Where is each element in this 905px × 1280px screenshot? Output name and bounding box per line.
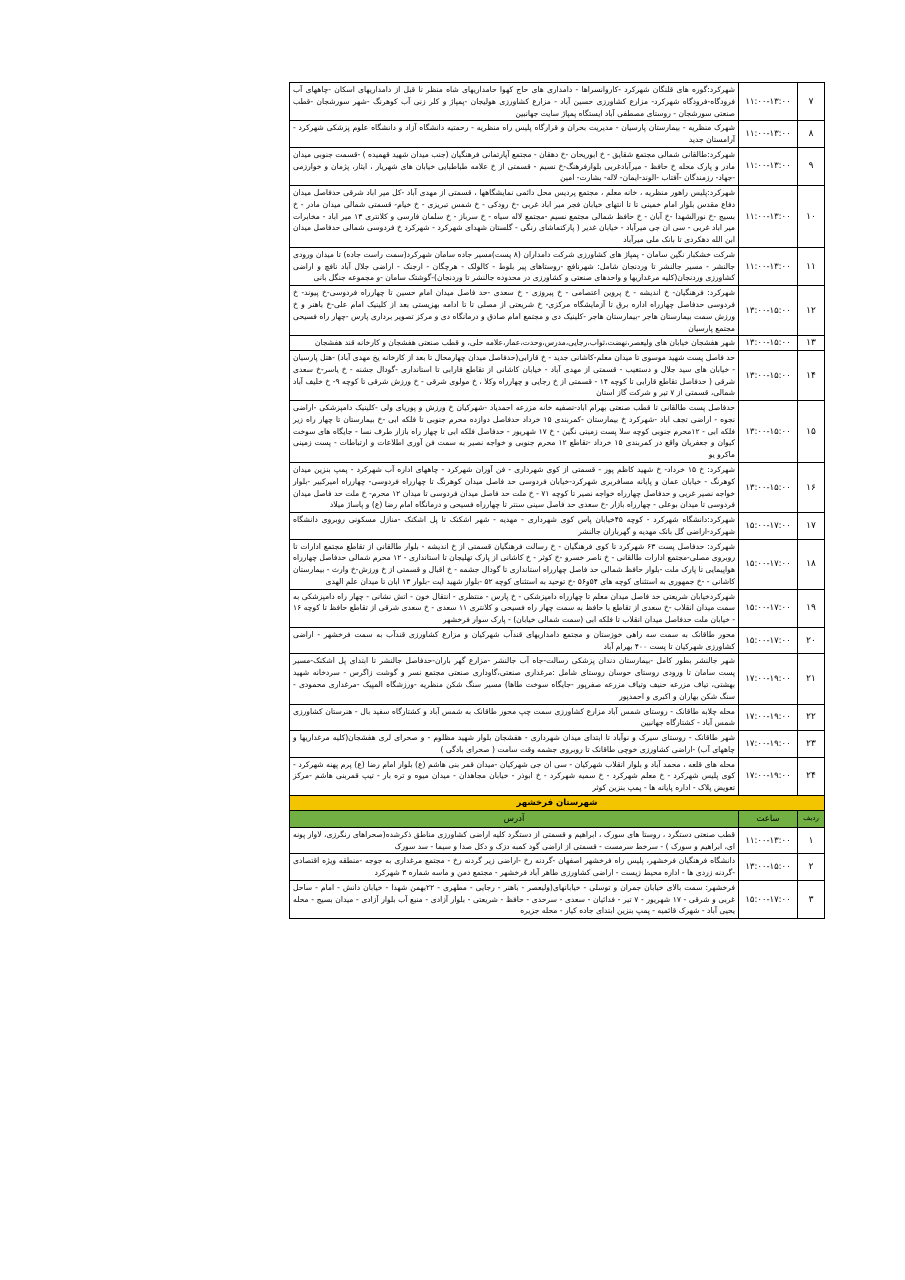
time-range: ۱۵:۰۰-۱۷:۰۰ <box>739 539 798 589</box>
area-description: شهرکردخیابان شریعتی حد فاصل میدان معلم تا چهارراه دامپزشکی - خ پارس - منتظری - انتقال خون - اتش نشانی - چهار راه دامپزشکی به سمت میدان انقلاب -خ سعدی از تقاطع با حافظ به سمت چهار راه فسیحی و کلانتری ۱۱ سعدی - خ سعدی شرقی از تقاطع حافظ تا کوچه ۱۶ - خیابان ملت حدفاصل میدان انقلاب تا فلکه ابی (سمت شمالی خیابان) - پارک سوار فرخشهر <box>290 589 739 627</box>
time-range: ۱۱:۰۰-۱۳:۰۰ <box>739 827 798 854</box>
outage-schedule-table <box>289 82 825 919</box>
time-range: ۱۵:۰۰-۱۷:۰۰ <box>739 880 798 918</box>
area-description: شهرک منظریه - بیمارستان پارسیان - مدیریت بحران و قرارگاه پلیس راه منظریه - رحمتیه دانشگاه آزاد و دانشگاه علوم پزشکی شهرکرد - آرامستان جدید <box>290 121 739 148</box>
section2-title-row <box>290 795 825 810</box>
header-num: ردیف <box>798 810 825 827</box>
row-number: ۲ <box>798 854 825 881</box>
time-range: ۱۳:۰۰-۱۵:۰۰ <box>739 351 798 401</box>
row-number: ۹ <box>798 147 825 185</box>
row-number: ۱۰ <box>798 186 825 248</box>
time-range: ۱۱:۰۰-۱۳:۰۰ <box>739 147 798 185</box>
time-range: ۱۷:۰۰-۱۹:۰۰ <box>739 654 798 704</box>
table-row <box>290 880 825 918</box>
area-description: شهرکرد: خ ۱۵ خرداد- خ شهید کاظم پور - قسمتی از کوی شهرداری - فن آوران شهرکرد - چاههای اداره آب شهرکرد - پمپ بنزین میدان کوهرنگ - خیابان عمان و پایانه مسافربری شهرکرد-خیابان فردوسی حد فاصل میدان کوهرنگ تا چهارراه فردوسی- چهارراه امیرکبیر -بلوار خواجه نصیر غربی و حدفاصل چهارراه خواجه نصیر تا کوچه ۷۱ - خ ملت حد فاصل میدان فردوسی تا میدان ۱۲ محرم- خ ملت حد فاصل میدان فردوسی تا میدان بوعلی - چهارراه بازار -خ سعدی حد فاصل سینی سنتر تا چهارراه فسیحی و درمانگاه امام رضا (ع) و پاساژ میلاد <box>290 462 739 512</box>
table-row <box>290 147 825 185</box>
area-description: محور طاقانک به سمت سه راهی خوزستان و مجتمع دامداریهای قندآب شهرکیان و مزارع کشاورزی قندآب به سمت فرخشهر - اراضی کشاورزی شهرکیان تا پست ۴۰۰ بهرام آباد <box>290 627 739 654</box>
header-area: آدرس <box>290 810 739 827</box>
table-row <box>290 247 825 285</box>
area-description: شهرکرد:گوره های قلنگان شهرکرد -کاروانسراها - دامداری های حاج کهوا حامداریهای شاه منظر تا قبل از دامداریهای اسکان -چاههای آب فرودگاه-فرودگاه شهرکرد- مزارع کشاورزی حسین آباد - مزارع کشاورزی هولیجان -پمپاژ و کلر زنی آب کوهرنگ -شهر سورشجان -قطب صنعتی سورشجان - روستای مصطفی آباد ایستگاه پمپاژ سایت جهانبین <box>290 83 739 121</box>
area-description: حدفاصل پست طالقانی تا قطب صنعتی بهرام اباد-تصفیه خانه مزرعه احمدیاد -شهرکیان خ ورزش و پوریای ولی -کلینیک دامپزشکی -اراضی نجوه - اراضی تجف اباد -شهرکرد خ بیمارستان -کمربندی ۱۵ خرداد حدفاصل دوازده محرم جنوبی تا فلکه ابی -خ بیمارستان تا چهار راه زیر فلکه ابی - ۱۲محرم جنوبی کوچه سلا پست زمینی نگین - خ ۱۷ شهریور - حدفاصل فلکه ابی تا چهار راه بازار طرف نسا - جایگاه های سوخت کیوان و جعفریان واقع در کمربندی ۱۵ خرداد -تقاطع ۱۲ محرم جنوبی و خواجه نصیر به سمت فن آوری اطلاعات و ارتباطات - پست زمینی ماکرو یو <box>290 401 739 463</box>
row-number: ۲۳ <box>798 731 825 758</box>
row-number: ۲۱ <box>798 654 825 704</box>
table-row <box>290 757 825 795</box>
table-row <box>290 336 825 351</box>
section2-column-headers <box>290 810 825 827</box>
area-description: فرخشهر: سمت بالای خیابان جمران و توسلی - خیابانهای(ولیعصر - باهنر - رجایی - مطهری - ۲۲بهمن شهدا - خیابان دانش - امام - ساحل غربی و شرقی - ۱۷ شهریور - ۷ تیر - فدائیان - سعدی - سرحدی - حافظ - شریعتی - بلوار آزادی - منبع آب بلوار آزادی - میدان بسیج - محله یحیی آباد - شهرک قائمیه - پمپ بنزین ابتدای جاده کیار - محله جزیره <box>290 880 739 918</box>
table-row <box>290 351 825 401</box>
row-number: ۱۱ <box>798 247 825 285</box>
row-number: ۲۰ <box>798 627 825 654</box>
time-range: ۱۷:۰۰-۱۹:۰۰ <box>739 704 798 731</box>
row-number: ۱۹ <box>798 589 825 627</box>
area-description: قطب صنعتی دستگرد ، روستا های سورک ، ابراهیم و قسمتی از دستگرد کلیه اراضی کشاورزی مناطق ذکرشده(صحراهای رنگرزی، لاوار پونه ای، ابراهیم و سورک ) - سرخط سرمست - قسمتی از اراضی گود کمبه دزک و دکل صدا و سیما - سد سورک <box>290 827 739 854</box>
row-number: ۱۲ <box>798 286 825 336</box>
table-row <box>290 513 825 540</box>
table-row <box>290 704 825 731</box>
row-number: ۳ <box>798 880 825 918</box>
area-description: شرکت خشکبار نگین سامان - پمپاژ های کشاورزی شرکت دامداران (۸ پست)مسیر جاده سامان شهرکرد(سمت راست جاده) تا میدان ورودی جالنشر - مسیر جالنشر تا وردنجان شامل: شهرنافچ -روستاهای پیر بلوط - کالولک - هرچگان - ارجنک - اراضی جلال آباد نافچ و اراضی کشاورزی وردنجان(کلیه مرغداریها و واحدهای صنعتی و کشاورزی در محدوده جالنشر تا وردنجان)-گوشتک سامان -و مجموعه جنگل بانی <box>290 247 739 285</box>
table1-body <box>290 83 825 796</box>
table-row <box>290 186 825 248</box>
area-description: شهرکرد:پلیس راهور منظریه ، خانه معلم ، مجتمع پردیس محل دائمی نمایشگاهها ، قسمتی از مهدی آباد -کل میر اباد شرقی حدفاصل میدان دفاع مقدس بلوار امام خمینی تا تا انتهای خیابان فجر میر اباد غربی -خ رودکی - خ شمس تبریزی - خ خیام- قسمتی شمالی میدان مادر - خ بسیج -خ نورالشهدا -خ آبان - خ حافظ شمالی مجتمع نسیم -مجتمع لاله سیاه - خ سرباز - خ سلمان فارسی و کلانتری ۱۳ میر اباد - مخابرات میر اباد غربی - سی ان جی میرآباد - خیابان غدیر ( پارکتماشای رنگی - گلستان شهدای شهرکرد - شهرکرد خ فردوسی شمالی حدفاصل میدان ابن الله دهکردی تا بانک ملی میرآباد <box>290 186 739 248</box>
area-description: شهرکرد: فرهنگیان- خ اندیشه - خ پروین اعتصامی - خ پیروزی - خ سعدی -حد فاصل میدان امام حسین تا چهارراه فردوسی-خ پیوند- خ فردوسی حدفاصل چهارراه اداره برق تا آزمایشگاه مرکزی- خ شریعتی از مصلی تا تا ادامه بهزیستی بعد از کلینیک امام علی-خ باهنر و خ ورزش سمت بیمارستان هاجر -بیمارستان هاجر -کلینیک دی و مجتمع امام صادق و درمانگاه دی و مرکز تصویر برداری پارس -چهار راه فسیحی مجتمع پارسیان <box>290 286 739 336</box>
table-row <box>290 462 825 512</box>
area-description: محله های قلعه ، محمد آباد و بلوار انقلاب شهرکیان - سی ان جی شهرکیان -میدان قمر بنی هاشم (ع) بلوار امام رضا (ع) پرم پهنه شهرکرد - کوی پلیس شهرکرد - خ معلم شهرکرد - خ سمیه شهرکرد - خ ابوذر - خیابان مجاهدان - میدان میوه و تره بار - تیپ قمربنی هاشم -مرکز تعویض پلاک - اداره پایانه ها - پمپ بنزین کوثر <box>290 757 739 795</box>
table-row <box>290 627 825 654</box>
area-description: حد فاصل پست شهید موسوی تا میدان معلم-کاشانی جدید - خ قارابی(حدفاصل میدان چهارمحال تا بعد از کارخانه یخ مهدی آباد) -هتل پارسیان - خیابان های سید جلال و دستغیب - قسمتی از مهدی آباد - خیابان کاشانی از تقاطع قارابی تا استانداری -گودال جشنه - خ یاسر-خ سعدی شرقی ( حدفاصل تقاطع قارابی تا کوچه ۱۴ - قسمتی از خ رجایی و چهارراه وکلا ، خ مولوی شرقی - خ ورزش شرقی تا کوچه ۹- خ خلیف آباد شمالی، قسمتی از ۷ تیر و شرکت گاز استان <box>290 351 739 401</box>
table-row <box>290 654 825 704</box>
section2-header <box>290 795 825 827</box>
row-number: ۱۶ <box>798 462 825 512</box>
table2-body <box>290 827 825 918</box>
area-description: دانشگاه فرهنگیان فرخشهر، پلیس راه فرخشهر اصفهان -گردنه رخ -اراضی زیر گردنه رخ - مجتمع مرغداری به جوجه -منطقه ویژه اقتصادی -گردنه زردی ها - اداره محیط زیست - اراضی کشاورزی طاهر آباد فرخشهر - مجتمع دمن و ماسه شماره ۳ شهرکرد <box>290 854 739 881</box>
time-range: ۱۵:۰۰-۱۷:۰۰ <box>739 627 798 654</box>
time-range: ۱۳:۰۰-۱۵:۰۰ <box>739 286 798 336</box>
row-number: ۱۴ <box>798 351 825 401</box>
table-row <box>290 121 825 148</box>
row-number: ۱۵ <box>798 401 825 463</box>
time-range: ۱۵:۰۰-۱۷:۰۰ <box>739 513 798 540</box>
time-range: ۱۵:۰۰-۱۷:۰۰ <box>739 589 798 627</box>
row-number: ۱۳ <box>798 336 825 351</box>
area-description: شهر هفشجان خیابان های ولیعصر،نهضت،ثواب،رجایی،مدرس،وحدت،عمار،علامه حلی، و قطب صنعتی هفشجان و کارخانه قند هفشجان <box>290 336 739 351</box>
time-range: ۱۳:۰۰-۱۵:۰۰ <box>739 401 798 463</box>
row-number: ۱۸ <box>798 539 825 589</box>
time-range: ۱۱:۰۰-۱۳:۰۰ <box>739 83 798 121</box>
area-description: محله چلابه طاقانک - روستای شمس آباد مزارع کشاورزی سمت چپ محور طاقانک به شمس آباد و کشتارگاه سفید بال - هنرستان کشاورزی شمس آباد - کشتارگاه جهانبین <box>290 704 739 731</box>
time-range: ۱۱:۰۰-۱۳:۰۰ <box>739 247 798 285</box>
row-number: ۸ <box>798 121 825 148</box>
time-range: ۱۳:۰۰-۱۵:۰۰ <box>739 854 798 881</box>
area-description: شهرکرد:دانشگاه شهرکرد - کوچه ۴۵خیابان پاس کوی شهرداری - مهدیه - شهر اشکنک تا پل اشکنک -منازل مسکونی روبروی دانشگاه شهرکرد-اراضی گل بانک مهدیه و گهرباران جالنشر <box>290 513 739 540</box>
time-range: ۱۱:۰۰-۱۳:۰۰ <box>739 121 798 148</box>
area-description: شهر طاقانک - روستای سیرک و نوآباد تا ابتدای میدان شهرداری - هفشجان بلوار شهید مظلوم - و صحرای لری هفشجان(کلیه مرغداریها و چاههای آب) -اراضی کشاورزی خوچی طاقانک تا روبروی جشمه وقت سامت ( صحرای بادگی ) <box>290 731 739 758</box>
time-range: ۱۱:۰۰-۱۳:۰۰ <box>739 186 798 248</box>
time-range: ۱۷:۰۰-۱۹:۰۰ <box>739 731 798 758</box>
table-row <box>290 539 825 589</box>
table-row <box>290 589 825 627</box>
row-number: ۲۲ <box>798 704 825 731</box>
time-range: ۱۷:۰۰-۱۹:۰۰ <box>739 757 798 795</box>
row-number: ۱۷ <box>798 513 825 540</box>
row-number: ۱ <box>798 827 825 854</box>
area-description: شهرکرد:طالقانی شمالی مجتمع شقایق - خ ابوریحان -خ دهقان - مجتمع آپارتمانی فرهنگیان (جنب میدان شهید قهمیده ) -قسمت جنوبی میدان مادر و پارک محله خ حافظ - میرآبادغربی بلوارفرهنگ-خ نسیم - قسمتی از خ علامه طباطبایی خیابان های شهریار ، ایثار، پژمان و خوارزمی -جهاد- رزمندگان -آفتاب -الوند-ایمان- لاله- بشارت- امین <box>290 147 739 185</box>
table-row <box>290 286 825 336</box>
row-number: ۲۴ <box>798 757 825 795</box>
row-number: ۷ <box>798 83 825 121</box>
table-row <box>290 83 825 121</box>
time-range: ۱۳:۰۰-۱۵:۰۰ <box>739 336 798 351</box>
time-range: ۱۳:۰۰-۱۵:۰۰ <box>739 462 798 512</box>
header-time: ساعت <box>739 810 798 827</box>
table-row <box>290 401 825 463</box>
table-row <box>290 854 825 881</box>
area-description: شهرکرد: حدفاصل پست ۶۳ شهرکرد تا کوی فرهنگیان - خ رسالت فرهنگیان قسمتی از خ اندیشه - بلوار طالقانی از تقاطع مجتمع ادارات تا روبروی مصلی-مجتمع ادارات طالقانی - خ ناصر خسرو -خ کوثر - خ کاشانی از پارک تهلیجان تا استانداری - ۱۲ محرم شمالی حدفاصل چهارراه هواپیمایی تا پارک ملت -بلوار حافظ شمالی حد فاصل چهارراه استانداری تا گودال جشمه - خ اقبال و قسمتی از خ ورزش-خ وارث - بیمارستان کاشانی - -خ جمهوری به استثنای کوچه های ۵۴و۵۶ -خ توحید به استثنای کوچه ۵۲ -بلوار شهید ایت -بلوار ۱۳ ابان تا میدان علم الهدی <box>290 539 739 589</box>
section2-title: شهرستان فرخشهر <box>290 795 825 810</box>
table-row <box>290 827 825 854</box>
table-row <box>290 731 825 758</box>
area-description: شهر جالنشر بطور کامل -بیمارستان دندان پزشکی رسالت-جاه آب جالنشر -مزارع گهر باران-حدفاصل جالنشر تا ابتدای پل اشکنک-مسیر پست سامان تا ورودی روستای حوسان روستای شامل :مرغداری صنعتی،گاوداری صنعتی مجتمع نسر و گوشت زاگرس - سردخانه شهید بهشتی، تیاف مزرعه حنیف وتیاف مزرعه صفرپور -جایگاه سوخت طاها) مسیر سنگ شکن منظریه -ورزشگاه المپیک -مرغداری محمودی - سنگ شکن بهاران و اکبری و احمدپور <box>290 654 739 704</box>
